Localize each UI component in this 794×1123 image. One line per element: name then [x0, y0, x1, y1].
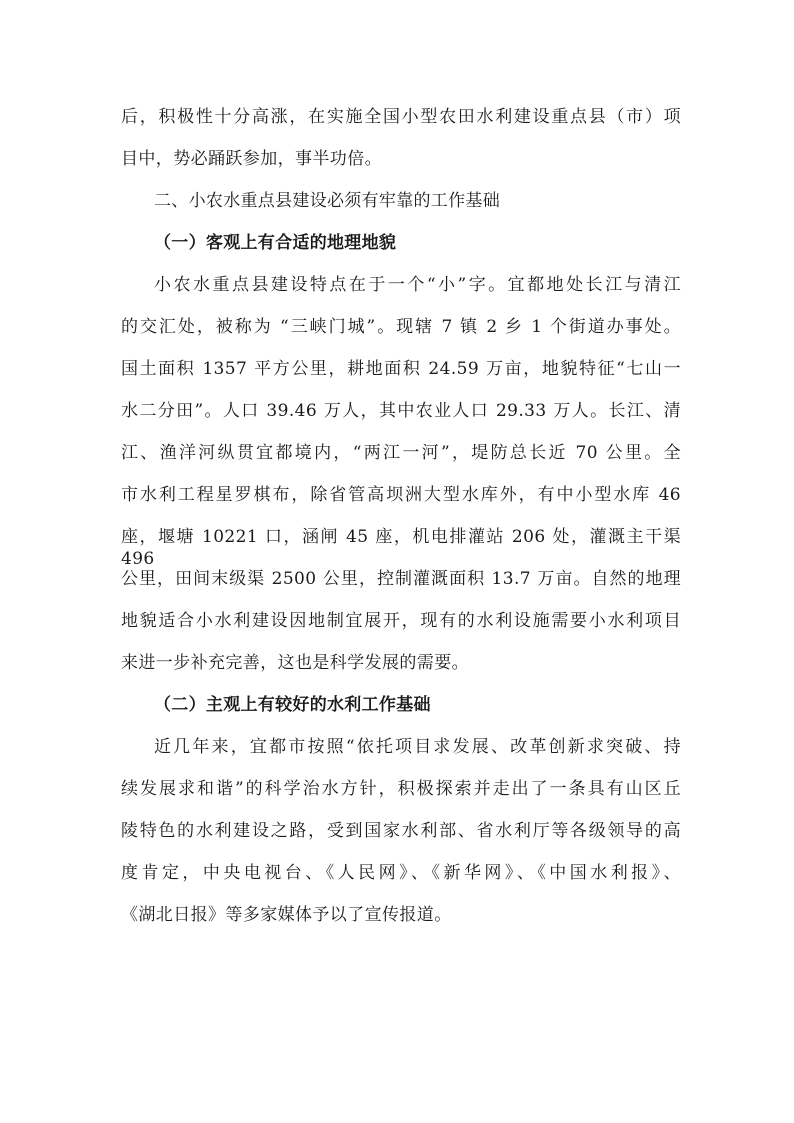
body-text-line: 江、渔洋河纵贯宜都境内，“两江一河”，堤防总长近 70 公里。全	[121, 443, 681, 463]
body-text-line: 市水利工程星罗棋布，除省管高坝洲大型水库外，有中小型水库 46	[121, 485, 681, 505]
subsection-heading: （二）主观上有较好的水利工作基础	[154, 695, 431, 715]
body-text-line: 《湖北日报》等多家媒体予以了宣传报道。	[121, 905, 452, 925]
body-text-line: 度肯定，中央电视台、《人民网》、《新华网》、《中国水利报》、	[121, 863, 681, 883]
body-text-line: 公里，田间末级渠 2500 公里，控制灌溉面积 13.7 万亩。自然的地理	[121, 569, 681, 589]
body-text-line: 近几年来，宜都市按照“依托项目求发展、改革创新求突破、持	[154, 737, 681, 757]
body-text-line: 来进一步补充完善，这也是科学发展的需要。	[121, 653, 469, 673]
body-text-line: 国土面积 1357 平方公里，耕地面积 24.59 万亩，地貌特征“七山一	[121, 359, 681, 379]
body-text-line: 目中，势必踊跃参加，事半功倍。	[121, 149, 382, 169]
body-text-line: 水二分田”。人口 39.46 万人，其中农业人口 29.33 万人。长江、清	[121, 401, 681, 421]
body-text-line: 续发展求和谐”的科学治水方针，积极探索并走出了一条具有山区丘	[121, 779, 681, 799]
body-text-line: 后，积极性十分高涨，在实施全国小型农田水利建设重点县（市）项	[121, 107, 681, 127]
body-text-line: 地貌适合小水利建设因地制宜展开，现有的水利设施需要小水利项目	[121, 611, 681, 631]
section-heading: 二、小农水重点县建设必须有牢靠的工作基础	[154, 191, 500, 211]
subsection-heading: （一）客观上有合适的地理地貌	[154, 233, 397, 253]
body-text-line: 小农水重点县建设特点在于一个“小”字。宜都地处长江与清江	[154, 275, 681, 295]
body-text-line: 座，堰塘 10221 口，涵闸 45 座，机电排灌站 206 处，灌溉主干渠 496	[121, 527, 681, 569]
body-text-line: 的交汇处，被称为 “三峡门城”。现辖 7 镇 2 乡 1 个街道办事处。	[121, 317, 681, 337]
body-text-line: 陵特色的水利建设之路，受到国家水利部、省水利厅等各级领导的高	[121, 821, 681, 841]
